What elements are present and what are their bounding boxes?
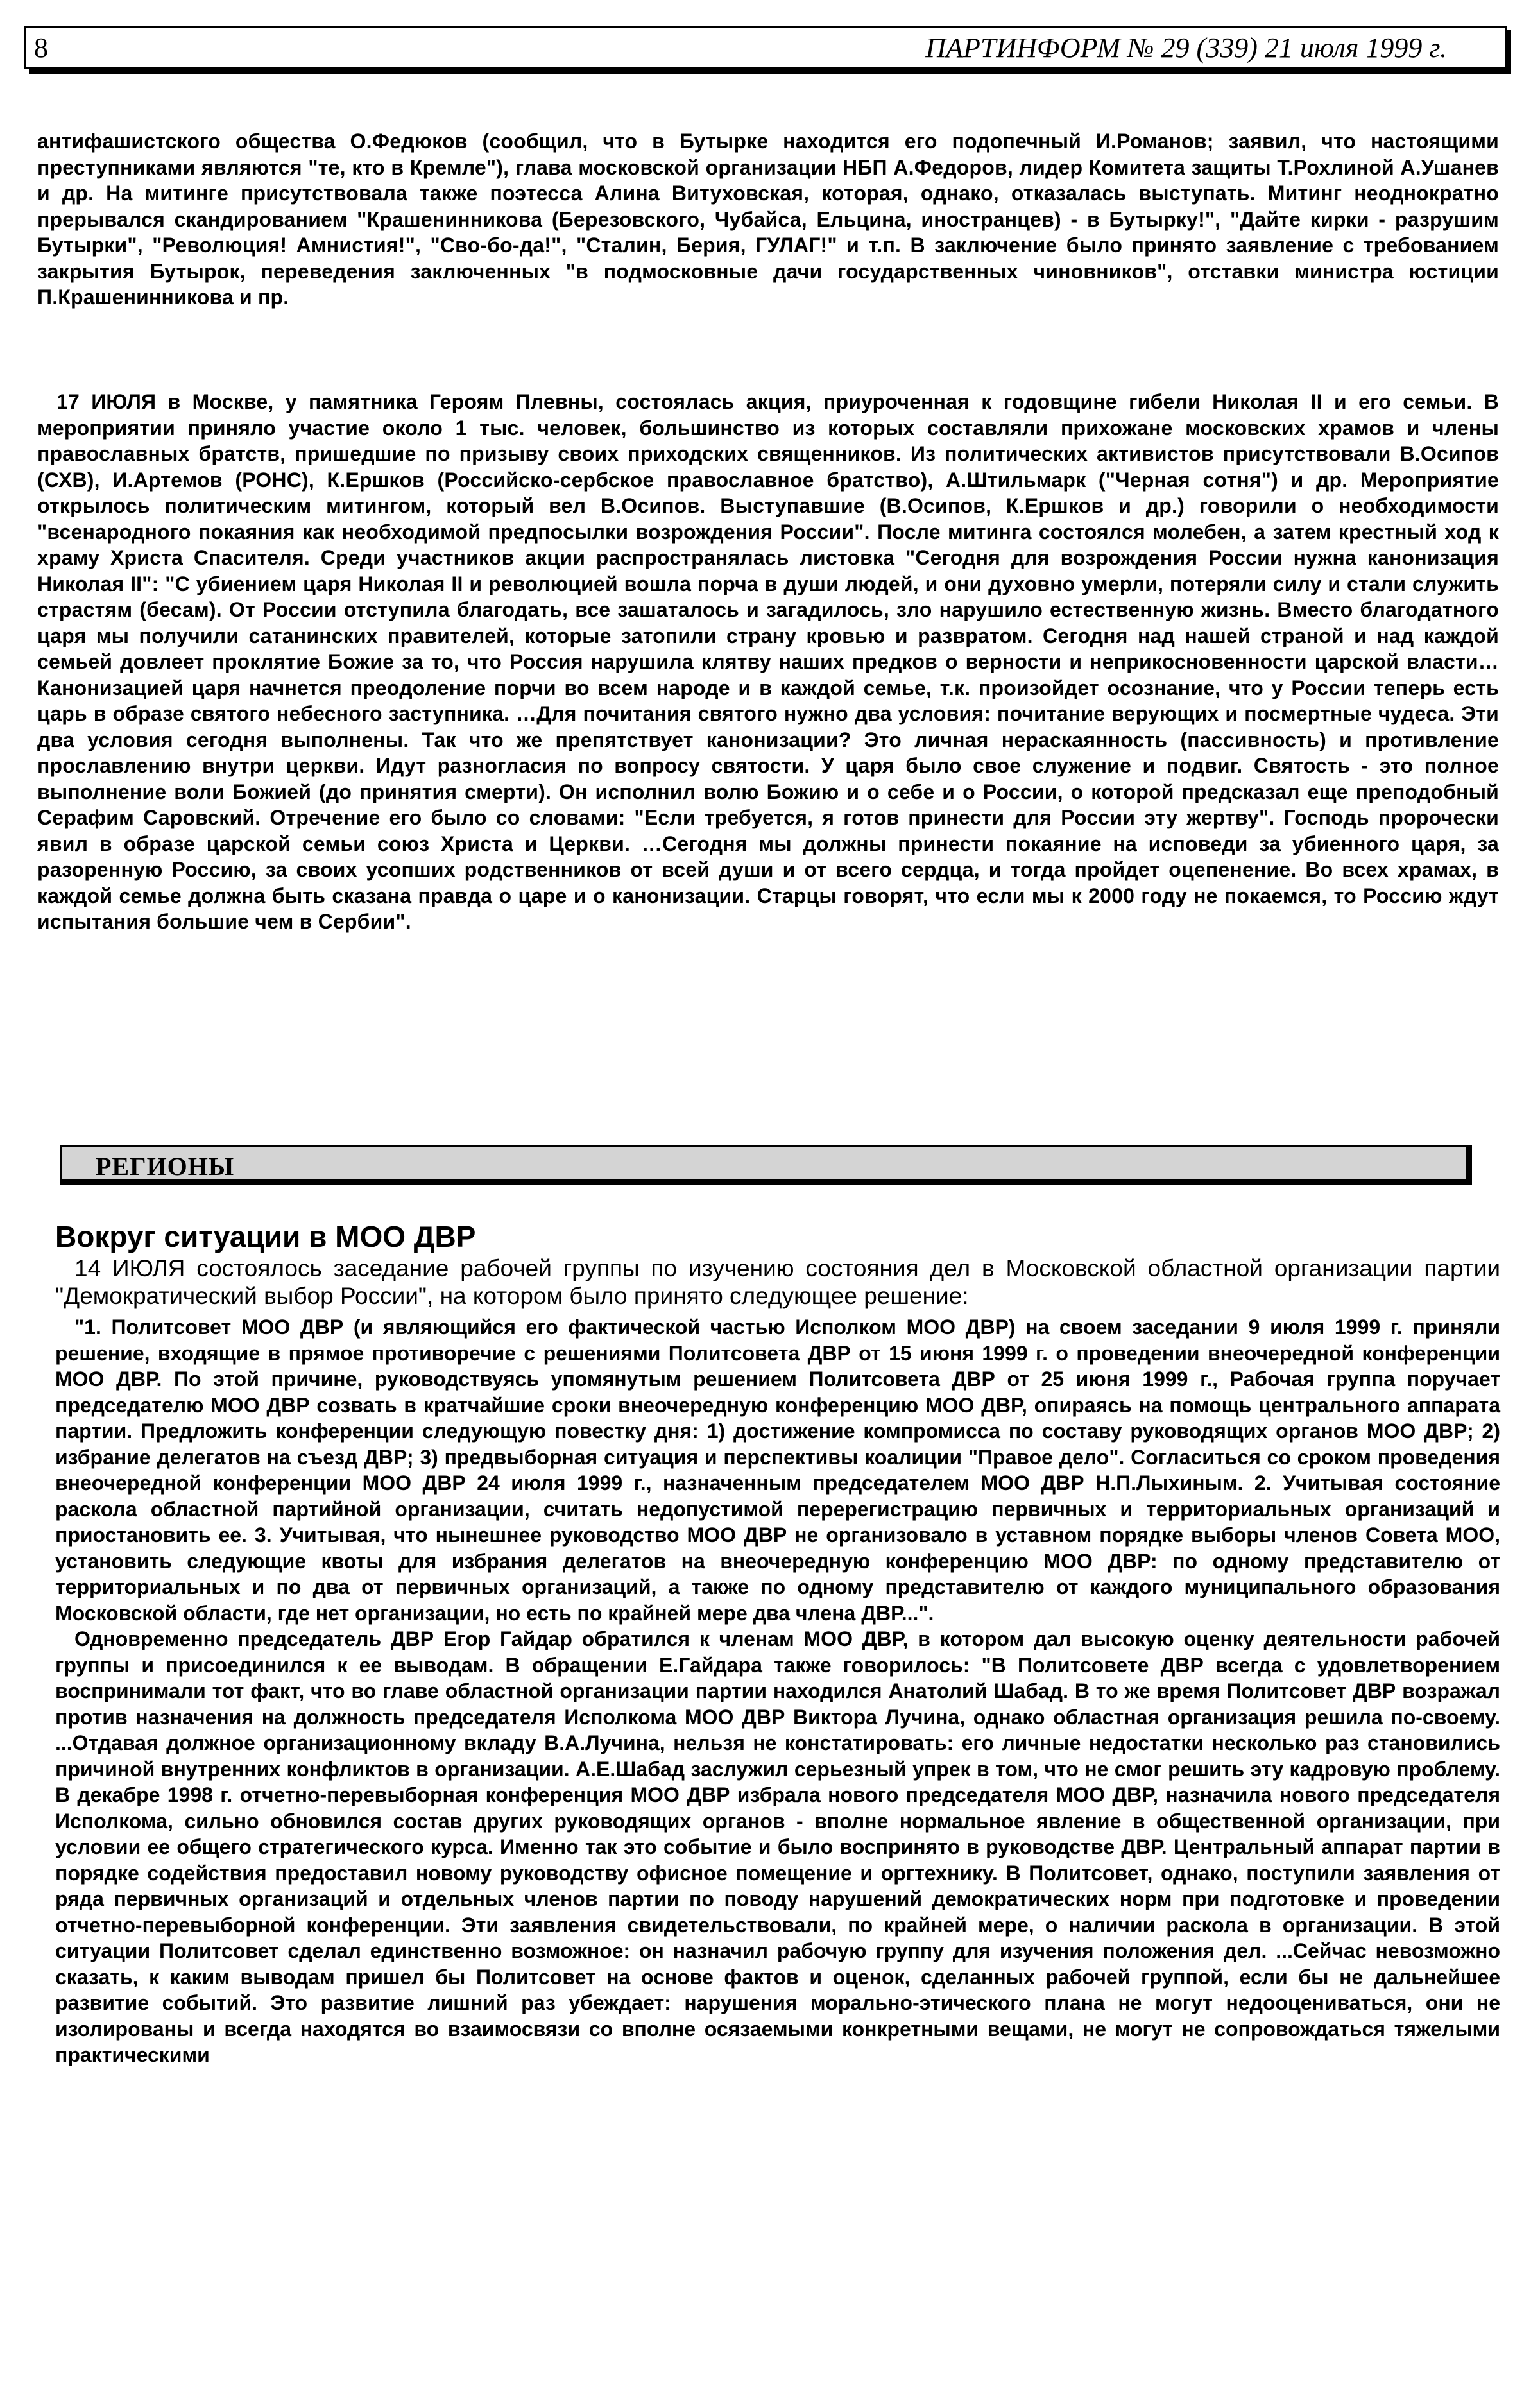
intro-paragraph: 14 ИЮЛЯ состоялось заседание рабочей группы по изучению состояния дел в Московской областной организации партии "Демократический выбор России", на котором было принято следующее решение:: [55, 1255, 1500, 1309]
decision-paragraph: "1. Политсовет МОО ДВР (и являющийся его фактической частью Исполком МОО ДВР) на своем заседании 9 июля 1999 г. приняли решение, входящие в прямое противоречие с решениями Политсовета ДВР от 15 июня 1999 г. о проведении внеочередной конференции МОО ДВР. По этой причине, руководствуясь упомянутым решением Политсовета ДВР от 25 июня 1999 г., Рабочая группа поручает председателю МОО ДВР созвать в кратчайшие сроки внеочередную конференцию МОО ДВР, опираясь на помощь центрального аппарата партии. Предложить конференции следующую повестку дня: 1) достижение компромисса по составу руководящих органов МОО ДВР; 2) избрание делегатов на съезд ДВР; 3) предвыборная ситуация и перспективы коалиции "Правое дело". Согласиться со сроком проведения внеочередной конференции МОО ДВР 24 июля 1999 г., назначенным председателем МОО ДВР Н.П.Лыхиным. 2. Учитывая состояние раскола областной партийной организации, считать недопустимой перерегистрацию первичных и территориальных организаций и приостановить ее. 3. Учитывая, что нынешнее руководство МОО ДВР не организовало в уставном порядке выборы членов Совета МОО, установить следующие квоты для избрания делегатов на внеочередную конференцию МОО ДВР: по одному представителю от территориальных и по два от первичных организаций, а также по одному представителю от каждого муниципального образования Московской области, где нет организации, но есть по крайней мере два члена ДВР...".: [55, 1315, 1500, 1625]
gaidar-paragraph: Одновременно председатель ДВР Егор Гайдар обратился к членам МОО ДВР, в котором дал высокую оценку деятельности рабочей группы и присоединился к ее выводам. В обращении Е.Гайдара также говорилось: "В Политсовете ДВР всегда с удовлетворением воспринимали тот факт, что во главе областной организации партии находился Анатолий Шабад. В то же время Политсовет ДВР возражал против назначения на должность председателя Исполкома МОО ДВР Виктора Лучина, однако областная организация решила по-своему. ...Отдавая должное организационному вкладу В.А.Лучина, нельзя не констатировать: его личные недостатки несколько раз становились причиной внутренних конфликтов в организации. А.Е.Шабад заслужил серьезный упрек в том, что не смог решить эту кадровую проблему. В декабре 1998 г. отчетно-перевыборная конференция МОО ДВР избрала нового председателя МОО ДВР, назначила нового председателя Исполкома, сильно обновился состав других руководящих органов - вполне нормальное явление в общественной организации, при условии ее общего стратегического курса. Именно так это событие и было воспринято в руководстве ДВР. Центральный аппарат партии в порядке содействия предоставил новому руководству офисное помещение и оргтехнику. В Политсовет, однако, поступили заявления от ряда первичных организаций и отдельных членов партии по поводу нарушений демократических норм при подготовке и проведении отчетно-перевыборной конференции. Эти заявления свидетельствовали, по крайней мере, о наличии раскола в организации. В этой ситуации Политсовет сделал единственно возможное: он назначил рабочую группу для изучения положения дел. ...Сейчас невозможно сказать, к каким выводам пришел бы Политсовет на основе фактов и оценок, сделанных рабочей группой, если бы не дальнейшее развитие событий. Это развитие лишний раз убеждает: нарушения морально-этического плана не могут недооцениваться, они не изолированы и всегда находятся во взаимосвязи со вполне осязаемыми конкретными вещами, не могут не сопровождаться тяжелыми практическими: [55, 1627, 1500, 2066]
article-intro: [55, 1255, 1500, 1310]
page-header: [24, 26, 1507, 69]
section-header-regions: [60, 1145, 1472, 1185]
paragraph-antifascist: антифашистского общества О.Федюков (сообщил, что в Бутырке находится его подопечный И.Романов; заявил, что настоящими преступниками являются "те, кто в Кремле"), глава московской организации НБП А.Федоров, лидер Комитета защиты Т.Рохлиной А.Ушанев и др. На митинге присутствовала также поэтесса Алина Витуховская, которая, однако, отказалась выступать. Митинг неоднократно прерывался скандированием "Крашенинникова (Березовского, Чубайса, Ельцина, иностранцев) - в Бутырку!", "Дайте кирки - разрушим Бутырки", "Революция! Амнистия!", "Сво-бо-да!", "Сталин, Берия, ГУЛАГ!" и т.п. В заключение было принято заявление с требованием закрытия Бутырок, переведения заключенных "в подмосковные дачи государственных чиновников", отставки министра юстиции П.Крашенинникова и пр.: [37, 130, 1499, 309]
page-number: 8: [34, 32, 48, 64]
paragraph-july-17: 17 ИЮЛЯ в Москве, у памятника Героям Плевны, состоялась акция, приуроченная к годовщине гибели Николая II и его семьи. В мероприятии приняло участие около 1 тыс. человек, большинство из которых составляли прихожане московских храмов и члены православных братств, пришедшие по призыву своих приходских священников. Из политических активистов присутствовали В.Осипов (СХВ), И.Артемов (РОНС), К.Ершков (Российско-сербское православное братство), А.Штильмарк ("Черная сотня") и др. Мероприятие открылось политическим митингом, который вел В.Осипов. Выступавшие (В.Осипов, К.Ершков и др.) говорили о необходимости "всенародного покаяния как необходимой предпосылки возрождения России". После митинга состоялся молебен, а затем крестный ход к храму Христа Спасителя. Среди участников акции распространялась листовка "Сегодня для возрождения России нужна канонизация Николая II": "С убиением царя Николая II и революцией вошла порча в души людей, и они духовно умерли, потеряли силу и стали служить страстям (бесам). От России отступила благодать, все зашаталось и загадилось, зло нарушило естественную жизнь. Вместо благодатного царя мы получили сатанинских правителей, которые затопили страну кровью и развратом. Сегодня над нашей страной и над каждой семьей довлеет проклятие Божие за то, что Россия нарушила клятву наших предков о верности и неприкосновенности царской власти… Канонизацией царя начнется преодоление порчи во всем народе и в каждой семье, т.к. произойдет осознание, что у России теперь есть царь в образе святого небесного заступника. …Для почитания святого нужно два условия: почитание верующих и посмертные чудеса. Эти два условия сегодня выполнены. Так что же препятствует канонизации? Это личная нераскаянность (пассивность) и противление прославлению внутри церкви. Идут разногласия по вопросу святости. У царя было свое служение и подвиг. Святость - это полное выполнение воли Божией (до принятия смерти). Он исполнил волю Божию и о себе и о России, о которой предсказал еще преподобный Серафим Саровский. Отречение его было со словами: "Если требуется, я готов принести для России эту жертву". Господь пророчески явил в образе царской семьи союз Христа и Церкви. …Сегодня мы должны принести покаяние на исповеди за убиенного царя, за разоренную Россию, за своих усопших родственников от всей души и от всего сердца, и тогда пройдет оцепенение. Во всех храмах, в каждой семье должна быть сказана правда о царе и о канонизации. Старцы говорят, что если мы к 2000 году не покаемся, то Россию ждут испытания большие чем в Сербии".: [37, 390, 1499, 933]
article-nicholas-ii: [37, 389, 1499, 935]
article-continuation: [37, 128, 1499, 311]
article-headline: Вокруг ситуации в МОО ДВР: [55, 1220, 476, 1253]
section-label: РЕГИОНЫ: [96, 1152, 235, 1181]
publication-title: ПАРТИНФОРМ № 29 (339) 21 июля 1999 г.: [925, 32, 1447, 64]
article-body: [55, 1314, 1500, 2068]
